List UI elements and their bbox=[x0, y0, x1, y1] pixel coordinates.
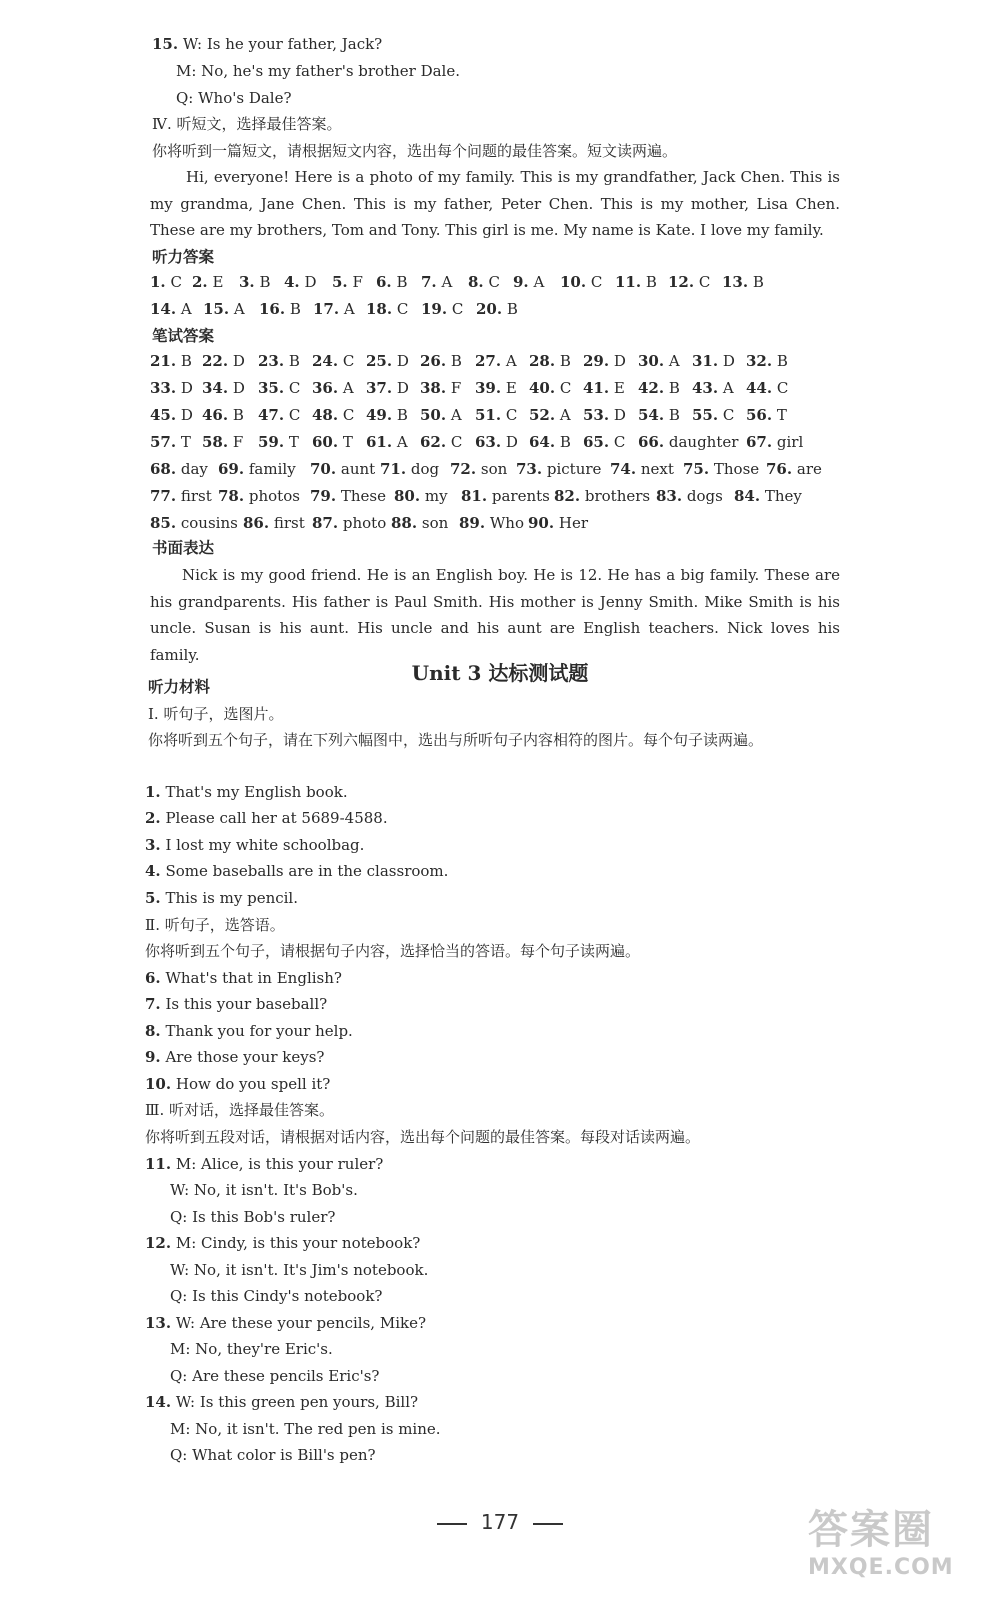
answer-item: 90. Her bbox=[528, 514, 589, 532]
u3-dialog-line: 13. W: Are these your pencils, Mike? bbox=[145, 1314, 427, 1332]
page-number-dash-left bbox=[437, 1523, 467, 1525]
u3-section-3-title: Ⅲ. 听对话，选择最佳答案。 bbox=[145, 1101, 335, 1119]
answer-row bbox=[150, 433, 840, 460]
answer-item: 9. A bbox=[513, 273, 545, 291]
written-answers-grid bbox=[150, 352, 840, 541]
answer-item: 74. next bbox=[610, 460, 674, 478]
answer-row bbox=[150, 273, 840, 300]
unit-3-title: Unit 3 达标测试题 bbox=[411, 661, 589, 685]
answer-item: 18. C bbox=[366, 300, 409, 318]
answer-item: 59. T bbox=[258, 433, 299, 451]
answer-item: 24. C bbox=[312, 352, 355, 370]
page-number-dash-right bbox=[533, 1523, 563, 1525]
answer-item: 79. These bbox=[310, 487, 386, 505]
u3-dialog-line: 12. M: Cindy, is this your notebook? bbox=[145, 1234, 421, 1252]
answer-item: 53. D bbox=[583, 406, 626, 424]
answer-item: 61. A bbox=[366, 433, 408, 451]
watermark-top-text: 答案圈 bbox=[808, 1507, 934, 1553]
answer-item: 64. B bbox=[529, 433, 571, 451]
u3-dialog-line: Q: Is this Bob's ruler? bbox=[170, 1208, 336, 1226]
answer-item: 3. B bbox=[239, 273, 271, 291]
u3-s2-item: 6. What's that in English? bbox=[145, 969, 342, 987]
answer-item: 10. C bbox=[560, 273, 603, 291]
answer-item: 72. son bbox=[450, 460, 508, 478]
answer-item: 20. B bbox=[476, 300, 518, 318]
written-answers-heading: 笔试答案 bbox=[152, 327, 215, 345]
answer-row bbox=[150, 406, 840, 433]
u3-dialog-line: W: No, it isn't. It's Jim's notebook. bbox=[170, 1261, 429, 1279]
answer-item: 28. B bbox=[529, 352, 571, 370]
answer-item: 1. C bbox=[150, 273, 182, 291]
answer-row bbox=[150, 487, 840, 514]
u3-dialog-line: Q: Are these pencils Eric's? bbox=[170, 1367, 380, 1385]
answer-item: 19. C bbox=[421, 300, 464, 318]
answer-item: 70. aunt bbox=[310, 460, 376, 478]
answer-item: 11. B bbox=[615, 273, 657, 291]
section-4-instructions: 你将听到一篇短文，请根据短文内容，选出每个问题的最佳答案。短文读两遍。 bbox=[152, 142, 678, 160]
answer-item: 42. B bbox=[638, 379, 680, 397]
q15-line-3: Q: Who's Dale? bbox=[176, 89, 292, 107]
answer-item: 87. photo bbox=[312, 514, 387, 532]
answer-item: 29. D bbox=[583, 352, 626, 370]
answer-item: 89. Who bbox=[459, 514, 524, 532]
answer-item: 73. picture bbox=[516, 460, 602, 478]
answer-item: 62. C bbox=[420, 433, 463, 451]
answer-item: 47. C bbox=[258, 406, 301, 424]
answer-item: 83. dogs bbox=[656, 487, 723, 505]
section-4-title: Ⅳ. 听短文，选择最佳答案。 bbox=[152, 115, 342, 133]
listening-material-heading: 听力材料 bbox=[148, 678, 211, 696]
answer-item: 31. D bbox=[692, 352, 735, 370]
answer-item: 65. C bbox=[583, 433, 626, 451]
answer-item: 66. daughter bbox=[638, 433, 739, 451]
answer-item: 85. cousins bbox=[150, 514, 238, 532]
answer-item: 8. C bbox=[468, 273, 500, 291]
answer-item: 26. B bbox=[420, 352, 462, 370]
answer-item: 82. brothers bbox=[554, 487, 651, 505]
answer-item: 76. are bbox=[766, 460, 822, 478]
answer-item: 22. D bbox=[202, 352, 245, 370]
answer-item: 16. B bbox=[259, 300, 301, 318]
answer-item: 5. F bbox=[332, 273, 363, 291]
answer-item: 68. day bbox=[150, 460, 208, 478]
answer-item: 63. D bbox=[475, 433, 518, 451]
answer-item: 55. C bbox=[692, 406, 735, 424]
answer-item: 35. C bbox=[258, 379, 301, 397]
answer-item: 44. C bbox=[746, 379, 789, 397]
answer-item: 23. B bbox=[258, 352, 300, 370]
answer-item: 77. first bbox=[150, 487, 212, 505]
u3-dialog-line: 14. W: Is this green pen yours, Bill? bbox=[145, 1393, 419, 1411]
u3-s1-item: 1. That's my English book. bbox=[145, 783, 348, 801]
answer-item: 57. T bbox=[150, 433, 191, 451]
answer-item: 75. Those bbox=[683, 460, 760, 478]
answer-item: 4. D bbox=[284, 273, 317, 291]
answer-item: 58. F bbox=[202, 433, 244, 451]
u3-dialog-line: Q: What color is Bill's pen? bbox=[170, 1446, 376, 1464]
answer-item: 43. A bbox=[692, 379, 734, 397]
u3-section-1-title: Ⅰ. 听句子，选图片。 bbox=[148, 705, 284, 723]
answer-item: 38. F bbox=[420, 379, 462, 397]
answer-row bbox=[150, 379, 840, 406]
listening-answers-grid bbox=[150, 273, 840, 327]
answer-row bbox=[150, 514, 840, 541]
u3-dialog-line: W: No, it isn't. It's Bob's. bbox=[170, 1181, 358, 1199]
section-4-passage: Hi, everyone! Here is a photo of my family. This is my grandfather, Jack Chen. This is my grandma, Jane Chen. This is my father, Peter Chen. This is my mother, Lisa Chen. These are my brothers, Tom and Tony. This girl is me. My name is Kate. I love my family. bbox=[150, 168, 840, 239]
u3-dialog-line: M: No, they're Eric's. bbox=[170, 1340, 333, 1358]
q15-line-2: M: No, he's my father's brother Dale. bbox=[176, 62, 461, 80]
answer-item: 54. B bbox=[638, 406, 680, 424]
answer-item: 50. A bbox=[420, 406, 462, 424]
answer-item: 48. C bbox=[312, 406, 355, 424]
answer-item: 88. son bbox=[391, 514, 449, 532]
answer-item: 12. C bbox=[668, 273, 711, 291]
answer-item: 21. B bbox=[150, 352, 192, 370]
answer-item: 15. A bbox=[203, 300, 245, 318]
answer-item: 13. B bbox=[722, 273, 764, 291]
q15-line-1: 15. W: Is he your father, Jack? bbox=[152, 35, 383, 53]
answer-item: 67. girl bbox=[746, 433, 804, 451]
answer-item: 49. B bbox=[366, 406, 408, 424]
u3-dialog-line: 11. M: Alice, is this your ruler? bbox=[145, 1155, 384, 1173]
answer-item: 32. B bbox=[746, 352, 788, 370]
answer-item: 78. photos bbox=[218, 487, 300, 505]
answer-item: 39. E bbox=[475, 379, 517, 397]
answer-item: 71. dog bbox=[380, 460, 440, 478]
answer-item: 34. D bbox=[202, 379, 245, 397]
u3-s1-item: 4. Some baseballs are in the classroom. bbox=[145, 862, 449, 880]
page-number-text: 177 bbox=[480, 1510, 520, 1534]
answer-item: 80. my bbox=[394, 487, 448, 505]
u3-section-2-title: Ⅱ. 听句子，选答语。 bbox=[145, 916, 285, 934]
u3-section-1-instructions: 你将听到五个句子，请在下列六幅图中，选出与所听句子内容相符的图片。每个句子读两遍。 bbox=[148, 731, 764, 749]
answer-item: 56. T bbox=[746, 406, 787, 424]
answer-item: 27. A bbox=[475, 352, 517, 370]
answer-item: 17. A bbox=[313, 300, 355, 318]
answer-item: 60. T bbox=[312, 433, 353, 451]
listening-answers-heading: 听力答案 bbox=[152, 248, 215, 266]
answer-row bbox=[150, 352, 840, 379]
u3-s1-item: 5. This is my pencil. bbox=[145, 889, 299, 907]
u3-s2-item: 10. How do you spell it? bbox=[145, 1075, 331, 1093]
u3-s2-item: 9. Are those your keys? bbox=[145, 1048, 325, 1066]
writing-heading: 书面表达 bbox=[152, 539, 215, 557]
answer-item: 69. family bbox=[218, 460, 296, 478]
answer-item: 33. D bbox=[150, 379, 193, 397]
u3-dialog-line: Q: Is this Cindy's notebook? bbox=[170, 1287, 383, 1305]
answer-item: 6. B bbox=[376, 273, 408, 291]
answer-item: 36. A bbox=[312, 379, 354, 397]
answer-item: 14. A bbox=[150, 300, 192, 318]
answer-item: 25. D bbox=[366, 352, 409, 370]
answer-item: 51. C bbox=[475, 406, 518, 424]
writing-text: Nick is my good friend. He is an English boy. He is 12. He has a big family. These are his grandparents. His father is Paul Smith. His mother is Jenny Smith. Mike Smith is his uncle. Susan is his aunt. His uncle and his aunt are English teachers. Nick loves his family. bbox=[150, 566, 840, 664]
answer-item: 52. A bbox=[529, 406, 571, 424]
u3-s2-item: 7. Is this your baseball? bbox=[145, 995, 328, 1013]
u3-section-3-instructions: 你将听到五段对话，请根据对话内容，选出每个问题的最佳答案。每段对话读两遍。 bbox=[145, 1128, 701, 1146]
u3-s1-item: 2. Please call her at 5689-4588. bbox=[145, 809, 388, 827]
answer-item: 46. B bbox=[202, 406, 244, 424]
answer-item: 41. E bbox=[583, 379, 625, 397]
watermark-bottom-text: MXQE.COM bbox=[808, 1555, 954, 1580]
answer-item: 45. D bbox=[150, 406, 193, 424]
answer-item: 86. first bbox=[243, 514, 305, 532]
u3-dialog-line: M: No, it isn't. The red pen is mine. bbox=[170, 1420, 441, 1438]
answer-row bbox=[150, 460, 840, 487]
answer-item: 40. C bbox=[529, 379, 572, 397]
answer-item: 84. They bbox=[734, 487, 802, 505]
answer-item: 30. A bbox=[638, 352, 680, 370]
u3-s2-item: 8. Thank you for your help. bbox=[145, 1022, 353, 1040]
answer-item: 81. parents bbox=[461, 487, 550, 505]
watermark-logo bbox=[808, 1498, 978, 1588]
answer-row bbox=[150, 300, 840, 327]
u3-section-2-instructions: 你将听到五个句子，请根据句子内容，选择恰当的答语。每个句子读两遍。 bbox=[145, 942, 641, 960]
answer-item: 2. E bbox=[192, 273, 224, 291]
answer-item: 7. A bbox=[421, 273, 453, 291]
u3-s1-item: 3. I lost my white schoolbag. bbox=[145, 836, 365, 854]
answer-item: 37. D bbox=[366, 379, 409, 397]
